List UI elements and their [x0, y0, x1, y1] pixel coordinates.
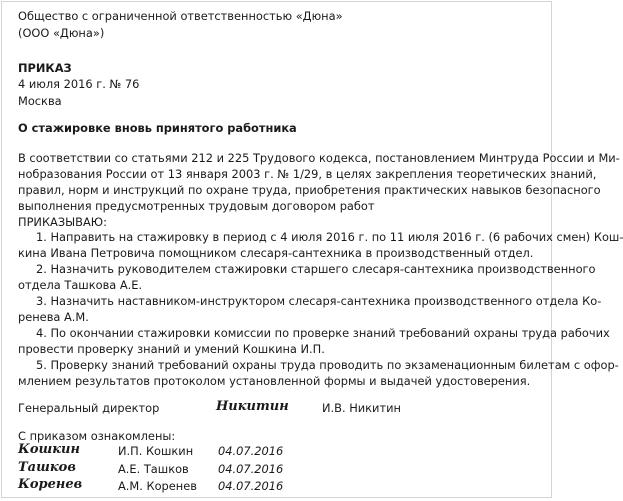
order-item-1-line-1: 1. Направить на стажировку в период с 4 июля 2016 г. по 11 июля 2016 г. (6 рабочих смен) Кош- — [36, 230, 623, 244]
acquainted-name: А.М. Коренев — [118, 479, 197, 493]
acquainted-signature: Ташков — [18, 460, 76, 475]
acquainted-label: С приказом ознакомлены: — [18, 429, 176, 443]
order-item-5-line-1: 5. Проверку знаний требований охраны труда проводить по экзаменационным билетам с офор- — [36, 358, 619, 372]
acquainted-date: 04.07.2016 — [218, 444, 284, 458]
order-title: ПРИКАЗ — [18, 61, 72, 75]
order-item-2-line-2: отдела Ташкова А.Е. — [18, 278, 143, 292]
director-name: И.В. Никитин — [322, 401, 401, 415]
acquainted-name: И.П. Кошкин — [118, 444, 194, 458]
acquainted-signature: Коренев — [18, 477, 83, 492]
acquainted-date: 04.07.2016 — [218, 479, 284, 493]
preamble-line: правил, норм и инструкций по охране труда, приобретения практических навыков безопасного — [18, 183, 601, 197]
preamble-line: нобразования России от 13 января 2003 г. № 1/29, в целях закрепления теоретических знаний, — [18, 167, 597, 181]
order-item-2-line-1: 2. Назначить руководителем стажировки старшего слесаря-сантехника производственного — [36, 262, 596, 276]
order-item-5-line-2: млением результатов протоколом установленной формы и выдачей удостоверения. — [18, 374, 531, 388]
acquainted-date: 04.07.2016 — [218, 462, 284, 476]
preamble-line: выполнения предусмотренных трудовым договором работ — [18, 199, 375, 213]
order-word: ПРИКАЗЫВАЮ: — [18, 215, 107, 229]
org-short-name: (ООО «Дюна») — [18, 26, 105, 40]
director-signature: Никитин — [216, 399, 289, 414]
director-position: Генеральный директор — [18, 401, 160, 415]
order-city: Москва — [18, 94, 62, 108]
order-item-3-line-2: ренева А.М. — [18, 310, 89, 324]
order-item-3-line-1: 3. Назначить наставником-инструктором слесаря-сантехника производственного отдела Ко- — [36, 294, 602, 308]
order-item-1-line-2: кина Ивана Петровича помощником слесаря-сантехника в производственный отдел. — [18, 246, 534, 260]
order-item-4-line-2: провести проверку знаний и умений Кошкина И.П. — [18, 342, 325, 356]
order-subject: О стажировке вновь принятого работника — [18, 121, 297, 135]
org-full-name: Общество с ограниченной ответственностью «Дюна» — [18, 9, 343, 23]
acquainted-signature: Кошкин — [18, 442, 80, 457]
order-item-4-line-1: 4. По окончании стажировки комиссии по проверке знаний требований охраны труда рабочих — [36, 326, 610, 340]
acquainted-name: А.Е. Ташков — [118, 462, 189, 476]
order-date-number: 4 июля 2016 г. № 76 — [18, 77, 140, 91]
preamble-line: В соответствии со статьями 212 и 225 Трудового кодекса, постановлением Минтруда России и Ми- — [18, 151, 620, 165]
